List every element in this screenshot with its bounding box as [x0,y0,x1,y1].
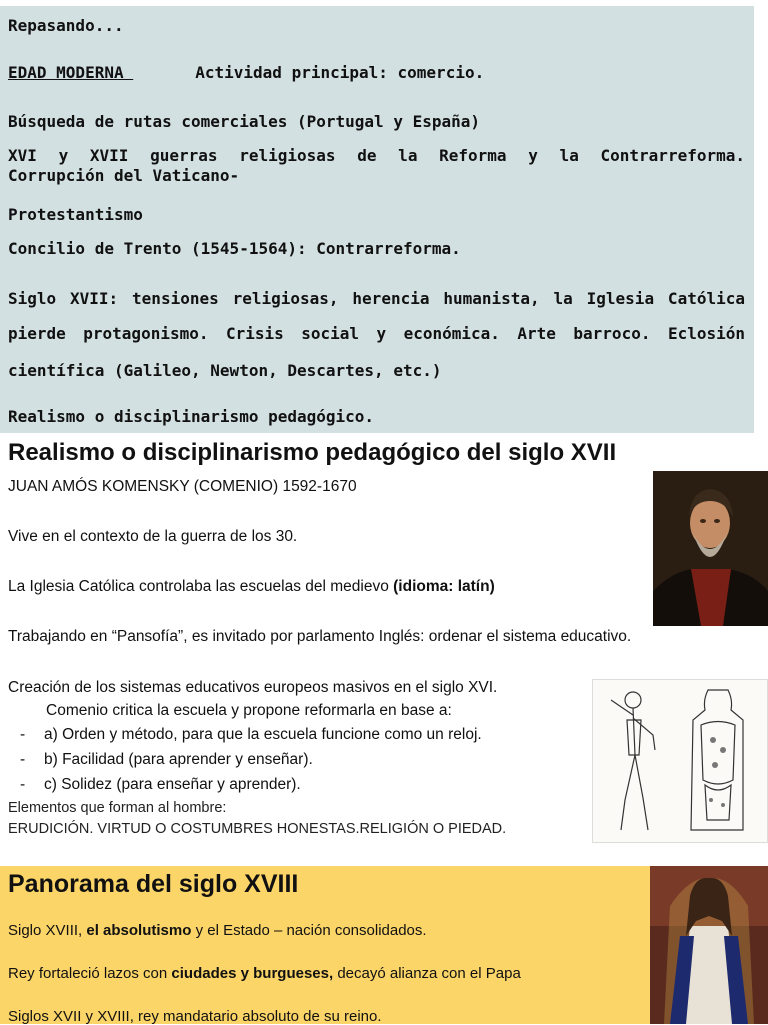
comenio-slide [0,436,768,861]
guerras-line: XVI y XVII guerras religiosas de la Reforma y la Contrarreforma. [8,146,745,165]
king-portrait [650,866,768,1024]
protestantismo-line: Protestantismo [8,205,143,224]
church-bold: (idioma: latín) [393,578,495,595]
bullet-item: - b) Facilidad (para aprender y enseñar). [20,751,313,768]
creation-line: Creación de los sistemas educativos europeos masivos en el siglo XVI. [8,679,498,696]
rutas-line: Búsqueda de rutas comerciales (Portugal y España) [8,112,481,131]
slide-title: Panorama del siglo XVIII [8,870,299,898]
slide-title: Realismo o disciplinarismo pedagógico del siglo XVII [8,439,617,466]
realismo-line: Realismo o disciplinarismo pedagógico. [8,407,375,426]
siglo-xvii-line-1: Siglo XVII: tensiones religiosas, herencia humanista, la Iglesia Católica [8,289,745,308]
bullet-item: - a) Orden y método, para que la escuela funcione como un reloj. [20,726,482,743]
comenio-portrait [653,471,768,626]
absolutismo-line: Siglo XVIII, el absolutismo y el Estado – nación consolidados. [8,922,427,939]
siglo-xvii-line-2: pierde protagonismo. Crisis social y económica. Arte barroco. Eclosión [8,324,745,343]
context-line: Vive en el contexto de la guerra de los 30. [8,528,298,545]
bullet-item: - c) Solidez (para enseñar y aprender). [20,776,301,793]
elements-line: ERUDICIÓN. VIRTUD O COSTUMBRES HONESTAS.RELIGIÓN O PIEDAD. [8,821,507,837]
church-line [8,578,495,596]
elements-label: Elementos que forman al hombre: [8,800,227,816]
review-slide [0,6,754,433]
anatomy-illustration [592,679,768,843]
siglo-xviii-slide [0,866,768,1024]
actividad-text: Actividad principal: comercio. [195,63,485,82]
rey-line: Rey fortaleció lazos con ciudades y burgueses, decayó alianza con el Papa [8,965,521,982]
author-line: JUAN AMÓS KOMENSKY (COMENIO) 1592-1670 [8,478,357,495]
church-text: La Iglesia Católica controlaba las escuelas del medievo [8,578,394,595]
edad-moderna-line [8,63,484,82]
siglo-xvii-line-3: científica (Galileo, Newton, Descartes, etc.) [8,361,442,380]
review-heading: Repasando... [8,16,124,35]
trento-line: Concilio de Trento (1545-1564): Contrarreforma. [8,239,461,258]
edad-moderna-label: EDAD MODERNA [8,63,134,82]
corrupcion-line: Corrupción del Vaticano- [8,166,240,185]
mandatario-line: Siglos XVII y XVIII, rey mandatario absoluto de su reino. [8,1008,382,1025]
critique-line: Comenio critica la escuela y propone reformarla en base a: [46,702,452,719]
pansofia-line: Trabajando en “Pansofía”, es invitado por parlamento Inglés: ordenar el sistema educativo. [8,628,632,645]
